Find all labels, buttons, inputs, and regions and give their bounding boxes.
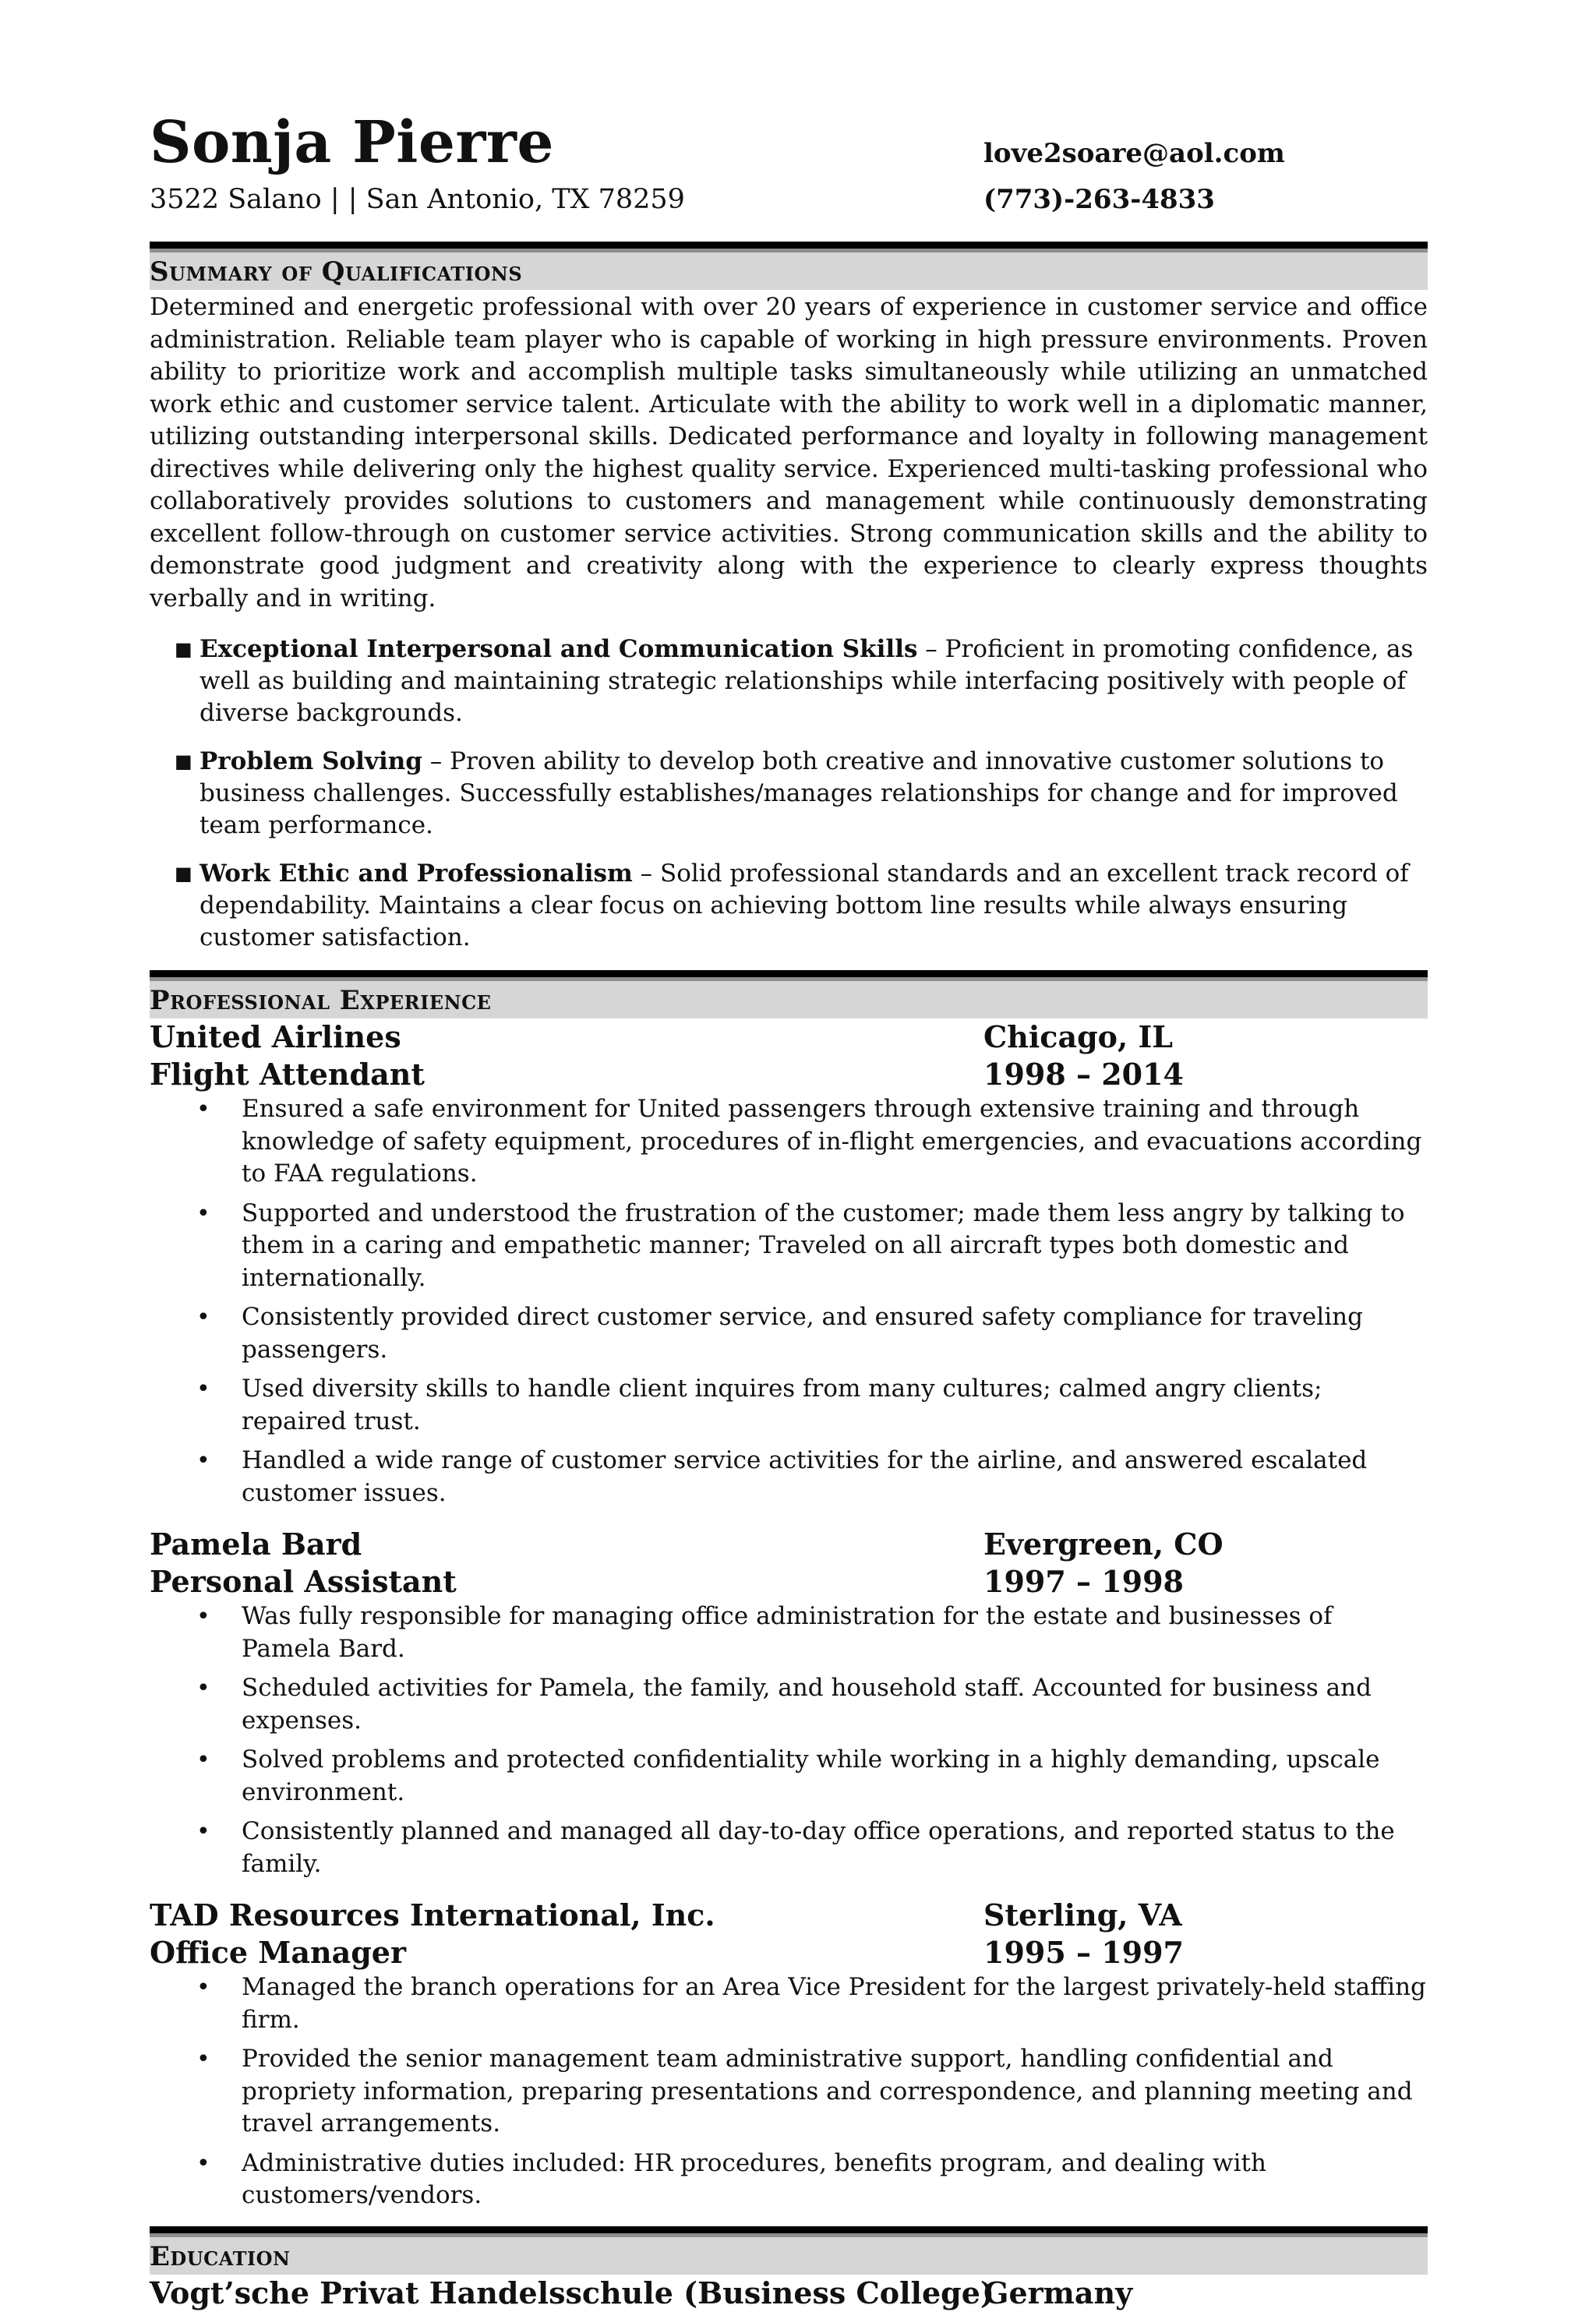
skill-title: Work Ethic and Professionalism — [200, 859, 633, 888]
job-bullets — [150, 1971, 1428, 2212]
job-location: Evergreen, CO — [983, 1527, 1223, 1562]
list-item: • Was fully responsible for managing office administration for the estate and businesses of Pamela Bard. — [196, 1601, 1428, 1665]
skill-item — [175, 746, 1428, 842]
list-item: • Consistently provided direct customer service, and ensured safety compliance for traveling passengers. — [196, 1301, 1428, 1366]
list-item: • Provided the senior management team administrative support, handling confidential and propriety information, preparing presentations and correspondence, and planning meeting and travel arrangements. — [196, 2043, 1428, 2141]
experience-heading: Professional Experience — [150, 981, 1428, 1018]
school-name: Vogt’sche Privat Handelsschule (Business College) — [150, 2275, 994, 2310]
section-divider — [150, 2226, 1428, 2233]
phone-number: (773)-263-4833 — [983, 184, 1215, 215]
job-entry — [150, 1526, 1428, 1880]
school-location: Germany — [983, 2275, 1133, 2310]
contact-row — [150, 184, 1428, 221]
bullet-dot-icon: • — [196, 1974, 210, 2001]
list-item: • Consistently planned and managed all day-to-day office operations, and reported status to the family. — [196, 1816, 1428, 1880]
summary-heading: Summary of Qualifications — [150, 252, 1428, 290]
section-divider — [150, 242, 1428, 249]
bullet-dot-icon: • — [196, 1447, 210, 1474]
bullet-dot-icon: • — [196, 1746, 210, 1774]
resume-page — [150, 109, 1428, 2312]
square-bullet-icon: ■ — [175, 750, 192, 772]
bullet-dot-icon: • — [196, 1818, 210, 1845]
summary-paragraph: Determined and energetic professional with over 20 years of experience in customer service and office administration. Reliable team player who is capable of working in high pressure environments. Proven ability to prioritize work and accomplish multiple tasks simultaneously while utilizing an unmatched work ethic and customer service talent. Articulate with the ability to work well in a diplomatic manner, utilizing outstanding interpersonal skills. Dedicated performance and loyalty in following management directives while delivering only the highest quality service. Experienced multi-tasking professional who collaboratively provides solutions to customers and management while continuously demonstrating excellent follow-through on customer service activities. Strong communication skills and the ability to demonstrate good judgment and creativity along with the experience to clearly express thoughts verbally and in writing. — [150, 293, 1428, 612]
job-entry — [150, 1897, 1428, 2212]
street-address: 3522 Salano | | San Antonio, TX 78259 — [150, 184, 685, 215]
section-divider — [150, 970, 1428, 977]
company-name: United Airlines — [150, 1019, 401, 1054]
bullet-dot-icon: • — [196, 1096, 210, 1123]
list-item: • Managed the branch operations for an Area Vice President for the largest privately-held staffing firm. — [196, 1971, 1428, 2036]
job-dates: 1998 – 2014 — [983, 1057, 1184, 1092]
list-item: • Handled a wide range of customer service activities for the airline, and answered escalated customer issues. — [196, 1445, 1428, 1509]
skill-description: – Solid professional standards and an excellent track record of dependability. Maintains a clear focus on achieving bottom line results while always ensuring customer satisfaction. — [200, 859, 1409, 951]
company-name: TAD Resources International, Inc. — [150, 1897, 715, 1933]
education-entry — [150, 2275, 1428, 2312]
list-item: • Supported and understood the frustration of the customer; made them less angry by talking to them in a caring and empathetic manner; Traveled on all aircraft types both domestic and internationally. — [196, 1198, 1428, 1295]
education-heading: Education — [150, 2237, 1428, 2275]
job-entry — [150, 1018, 1428, 1509]
square-bullet-icon: ■ — [175, 863, 192, 884]
bullet-dot-icon: • — [196, 2046, 210, 2073]
skill-item — [175, 634, 1428, 729]
list-item: • Scheduled activities for Pamela, the family, and household staff. Accounted for business and expenses. — [196, 1672, 1428, 1737]
list-item: • Solved problems and protected confidentiality while working in a highly demanding, upscale environment. — [196, 1744, 1428, 1809]
job-bullets — [150, 1601, 1428, 1880]
job-dates: 1997 – 1998 — [983, 1564, 1184, 1599]
bullet-dot-icon: • — [196, 1675, 210, 1702]
job-bullets — [150, 1093, 1428, 1509]
email-address: love2soare@aol.com — [983, 138, 1285, 169]
job-location: Sterling, VA — [983, 1897, 1182, 1933]
bullet-dot-icon: • — [196, 1304, 210, 1331]
bullet-dot-icon: • — [196, 1603, 210, 1630]
bullet-dot-icon: • — [196, 2149, 210, 2177]
skill-title: Exceptional Interpersonal and Communication Skills — [200, 635, 918, 663]
skills-list — [150, 634, 1428, 954]
bullet-dot-icon: • — [196, 1199, 210, 1227]
bullet-dot-icon: • — [196, 1375, 210, 1403]
skill-description: – Proficient in promoting confidence, as well as building and maintaining strategic relationships while interfacing positively with people of diverse backgrounds. — [200, 635, 1414, 727]
job-title: Office Manager — [150, 1935, 406, 1970]
job-title: Personal Assistant — [150, 1564, 457, 1599]
list-item: • Administrative duties included: HR procedures, benefits program, and dealing with customers/vendors. — [196, 2148, 1428, 2212]
header-row — [150, 109, 1428, 181]
job-dates: 1995 – 1997 — [983, 1935, 1184, 1970]
skill-description: – Proven ability to develop both creative and innovative customer solutions to business challenges. Successfully establishes/manages relationships for change and for improved team performance. — [200, 747, 1398, 839]
square-bullet-icon: ■ — [175, 638, 192, 660]
list-item: • Used diversity skills to handle client inquires from many cultures; calmed angry clients; repaired trust. — [196, 1373, 1428, 1438]
list-item: • Ensured a safe environment for United passengers through extensive training and through knowledge of safety equipment, procedures of in-flight emergencies, and evacuations according to FAA regulations. — [196, 1093, 1428, 1191]
company-name: Pamela Bard — [150, 1527, 362, 1562]
skill-item — [175, 858, 1428, 954]
job-title: Flight Attendant — [150, 1057, 425, 1092]
skill-title: Problem Solving — [200, 747, 422, 775]
job-location: Chicago, IL — [983, 1019, 1173, 1054]
candidate-name: Sonja Pierre — [150, 109, 554, 176]
